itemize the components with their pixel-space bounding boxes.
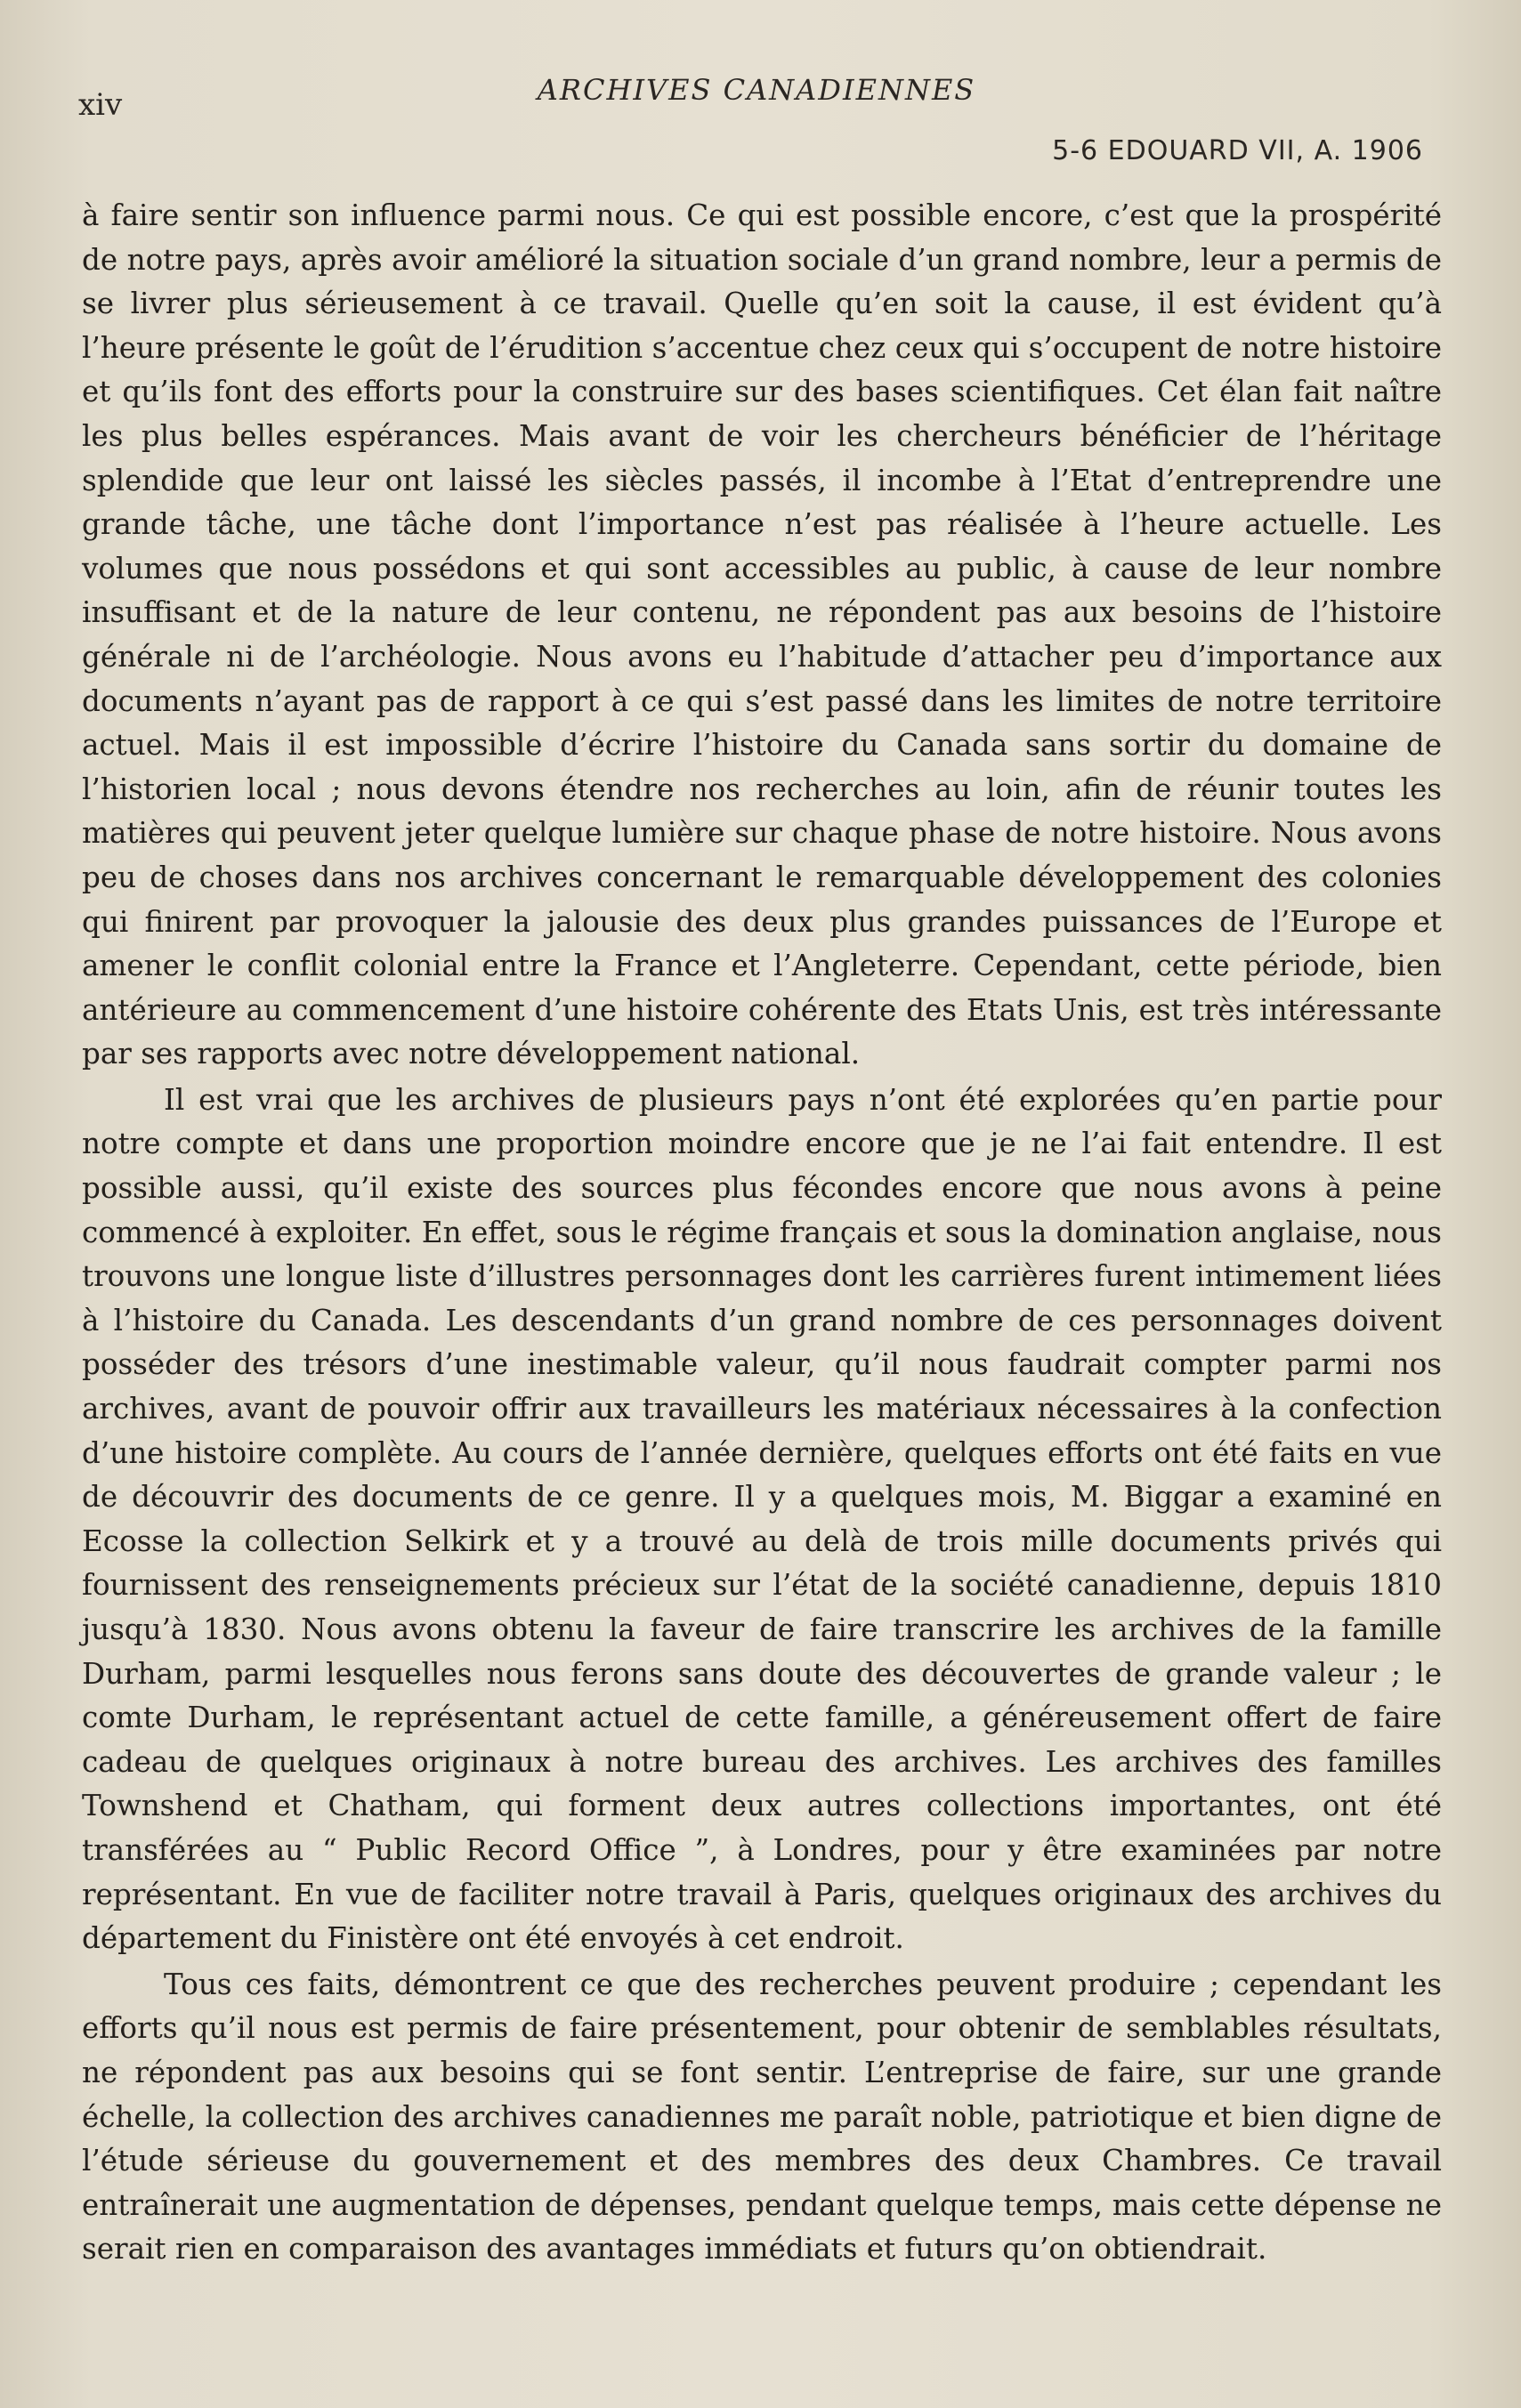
body-text — [82, 194, 1442, 2272]
running-title: ARCHIVES CANADIENNES — [537, 73, 976, 107]
paragraph-2: Il est vrai que les archives de plusieurs pays n’ont été explorées qu’en partie pour notre compte et dans une proportion moindre encore que je ne l’ai fait entendre. Il est possible aussi, qu’il existe des sources plus fécondes encore que nous avons à peine commencé à exploiter. En effet, sous le régime français et sous la domination anglaise, nous trouvons une longue liste d’illustres personnages dont les carrières furent intimement liées à l’histoire du Canada. Les descendants d’un grand nombre de ces personnages doivent posséder des trésors d’une inestimable valeur, qu’il nous faudrait compter parmi nos archives, avant de pouvoir offrir aux travailleurs les matériaux nécessaires à la confection d’une histoire complète. Au cours de l’année dernière, quelques efforts ont été faits en vue de découvrir des documents de ce genre. Il y a quelques mois, M. Biggar a examiné en Ecosse la collection Selkirk et y a trouvé au delà de trois mille documents privés qui fournissent des renseignements précieux sur l’état de la société canadienne, depuis 1810 jusqu’à 1830. Nous avons obtenu la faveur de faire transcrire les archives de la famille Durham, parmi lesquelles nous ferons sans doute des découvertes de grande valeur ; le comte Durham, le représentant actuel de cette famille, a généreusement offert de faire cadeau de quelques originaux à notre bureau des archives. Les archives des familles Townshend et Chatham, qui forment deux autres collections importantes, ont été transférées au “ Public Record Office ”, à Londres, pour y être examinées par notre représentant. En vue de faciliter notre travail à Paris, quelques originaux des archives du département du Finistère ont été envoyés à cet endroit. — [82, 1082, 1442, 1956]
page-number: xiv — [78, 87, 123, 123]
paragraph-3: Tous ces faits, démontrent ce que des recherches peuvent produire ; cependant les efforts qu’il nous est permis de faire présentement, pour obtenir de semblables résultats, ne répondent pas aux besoins qui se font sentir. L’entreprise de faire, sur une grande échelle, la collection des archives canadiennes me paraît noble, patriotique et bien digne de l’étude sérieuse du gouvernement et des membres des deux Chambres. Ce travail entraînerait une augmentation de dépenses, pendant quelque temps, mais cette dépense ne serait rien en comparaison des avantages immédiats et futurs qu’on obtiendrait. — [82, 1967, 1442, 2267]
session-reference: 5-6 EDOUARD VII, A. 1906 — [1052, 135, 1423, 166]
paragraph-1: à faire sentir son influence parmi nous. Ce qui est possible encore, c’est que la prospérité de notre pays, après avoir amélioré la situation sociale d’un grand nombre, leur a permis de se livrer plus sérieusement à ce travail. Quelle qu’en soit la cause, il est évident qu’à l’heure présente le goût de l’érudition s’accentue chez ceux qui s’occupent de notre histoire et qu’ils font des efforts pour la construire sur des bases scientifiques. Cet élan fait naître les plus belles espérances. Mais avant de voir les chercheurs bénéficier de l’héritage splendide que leur ont laissé les siècles passés, il incombe à l’Etat d’entreprendre une grande tâche, une tâche dont l’importance n’est pas réalisée à l’heure actuelle. Les volumes que nous possédons et qui sont accessibles au public, à cause de leur nombre insuffisant et de la nature de leur contenu, ne répondent pas aux besoins de l’histoire générale ni de l’archéologie. Nous avons eu l’habitude d’attacher peu d’importance aux documents n’ayant pas de rapport à ce qui s’est passé dans les limites de notre territoire actuel. Mais il est impossible d’écrire l’histoire du Canada sans sortir du domaine de l’historien local ; nous devons étendre nos recherches au loin, afin de réunir toutes les matières qui peuvent jeter quelque lumière sur chaque phase de notre histoire. Nous avons peu de choses dans nos archives concernant le remarquable développement des colonies qui finirent par provoquer la jalousie des deux plus grandes puissances de l’Europe et amener le conflit colonial entre la France et l’Angleterre. Cependant, cette période, bien antérieure au commencement d’une histoire cohérente des Etats Unis, est très intéressante par ses rapports avec notre développement national. — [82, 198, 1442, 1071]
